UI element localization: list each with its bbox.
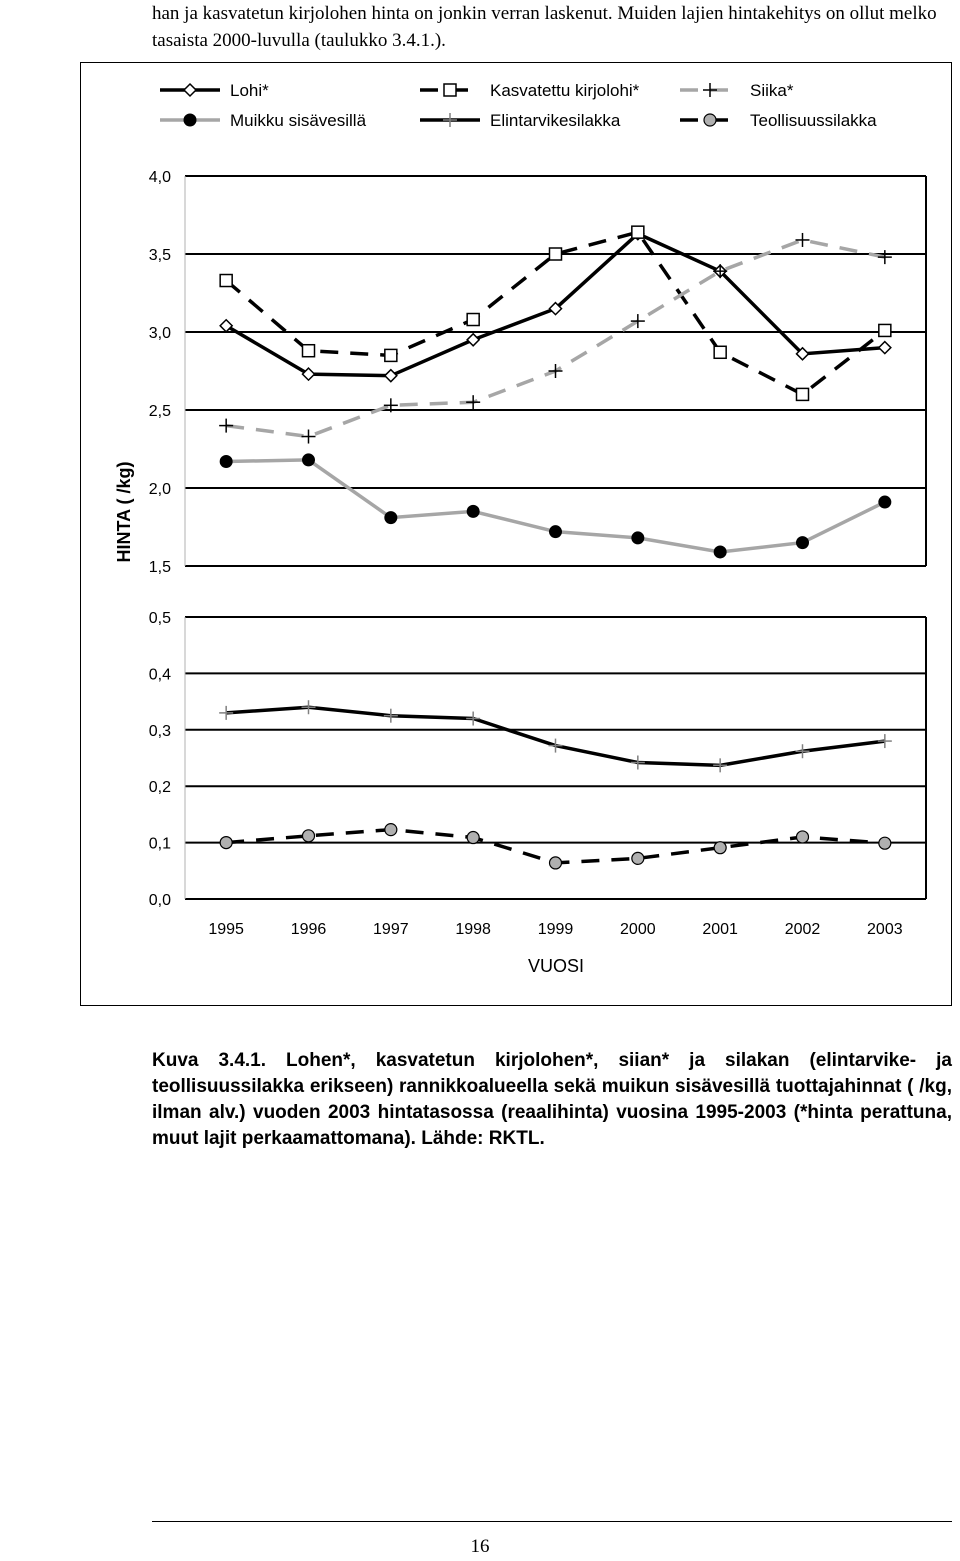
legend-entry: [160, 111, 367, 130]
data-point: [878, 250, 892, 264]
data-point: [797, 537, 809, 549]
legend-label: Kasvatettu kirjolohi*: [490, 81, 640, 100]
legend-entry: [420, 81, 640, 100]
x-tick-label: 2000: [620, 921, 656, 938]
series-2: [219, 233, 892, 444]
series-3: [220, 454, 891, 558]
data-point: [797, 388, 809, 400]
data-point: [385, 349, 397, 361]
data-point: [302, 700, 316, 714]
y-tick-label: 3,0: [148, 325, 171, 342]
y-tick-label: 2,5: [148, 403, 171, 420]
legend-label: Elintarvikesilakka: [490, 111, 621, 130]
y-tick-label: 0,5: [148, 610, 171, 627]
legend-entry: [160, 81, 269, 100]
data-point: [632, 852, 644, 864]
data-point: [302, 430, 316, 444]
data-point: [219, 419, 233, 433]
data-point: [385, 370, 397, 382]
data-point: [466, 712, 480, 726]
y-tick-label: 4,0: [148, 169, 171, 186]
data-point: [796, 744, 810, 758]
y-tick-label: 0,3: [148, 722, 171, 740]
y-tick-label: 0,4: [148, 666, 171, 684]
data-point: [878, 734, 892, 748]
data-point: [220, 837, 232, 849]
data-point: [879, 837, 891, 849]
data-point: [549, 739, 563, 753]
data-point: [303, 345, 315, 357]
data-point: [467, 505, 479, 517]
y-tick-label: 0,2: [148, 779, 171, 797]
data-point: [714, 546, 726, 558]
x-tick-label: 2001: [702, 921, 738, 938]
x-tick-label: 1996: [290, 921, 327, 938]
data-point: [220, 455, 232, 467]
legend-label: Siika*: [750, 81, 794, 100]
data-point: [467, 334, 479, 346]
y-axis-title: HINTA ( /kg): [114, 461, 134, 563]
data-point: [632, 226, 644, 238]
data-point: [219, 706, 233, 720]
legend-swatch-marker: [443, 113, 457, 127]
footer-rule: [152, 1521, 952, 1522]
legend-label: Teollisuussilakka: [750, 111, 877, 130]
data-point: [384, 709, 398, 723]
legend-swatch-marker: [444, 84, 456, 96]
legend-entry: [680, 111, 877, 130]
data-point: [879, 496, 891, 508]
legend-entry: [420, 111, 621, 130]
y-tick-label: 3,5: [148, 247, 171, 264]
data-point: [796, 233, 810, 247]
y-tick-label: 1,5: [148, 559, 171, 576]
x-tick-label: 1997: [373, 921, 409, 938]
x-tick-label: 2002: [784, 921, 821, 938]
page-number: 16: [470, 1536, 490, 1557]
data-point: [631, 756, 645, 770]
data-point: [467, 314, 479, 326]
data-point: [797, 831, 809, 843]
legend-swatch-marker: [184, 114, 196, 126]
legend-entry: [680, 81, 794, 100]
caption-text: Kuva 3.4.1. Lohen*, kasvatetun kirjolohen*, siian* ja silakan (elintarvike- ja teollisuussilakka erikseen) rannikkoalueella sekä muikun sisävesillä tuottajahinnat ( /kg, ilman alv.) vuoden 2003 hintatasossa (reaalihinta) vuosina 1995-2003 (*hinta perattuna, muut lajit perkaamattomana). Lähde: RKTL.: [152, 1050, 952, 1149]
data-point: [879, 342, 891, 354]
legend-swatch-marker: [184, 84, 196, 96]
data-point: [714, 346, 726, 358]
series-line: [226, 707, 885, 765]
x-axis-title: VUOSI: [527, 956, 585, 976]
data-point: [303, 830, 315, 842]
legend-swatch-marker: [703, 83, 717, 97]
x-tick-label: 1998: [455, 921, 491, 938]
data-point: [220, 275, 232, 287]
x-tick-label: 2003: [867, 921, 903, 938]
x-tick-label: 1995: [208, 921, 244, 938]
legend-swatch-marker: [704, 114, 716, 126]
y-tick-label: 2,0: [148, 481, 171, 498]
y-tick-label: 0,0: [148, 892, 171, 909]
x-tick-label: 1999: [537, 921, 574, 938]
series-5: [220, 824, 891, 869]
data-point: [467, 832, 479, 844]
legend-label: Muikku sisävesillä: [230, 111, 367, 130]
data-point: [550, 526, 562, 538]
y-tick-label: 0,1: [148, 835, 171, 853]
series-4: [219, 700, 892, 772]
intro-text: han ja kasvatetun kirjolohen hinta on jonkin verran laskenut. Muiden lajien hintakehitys on ollut melko tasaista 2000-luvulla (taulukko 3.4.1.).: [152, 3, 937, 51]
data-point: [632, 532, 644, 544]
data-point: [303, 454, 315, 466]
data-point: [550, 248, 562, 260]
data-point: [879, 324, 891, 336]
data-point: [549, 364, 563, 378]
data-point: [714, 842, 726, 854]
data-point: [713, 758, 727, 772]
data-point: [466, 395, 480, 409]
legend-label: Lohi*: [230, 81, 269, 100]
data-point: [550, 857, 562, 869]
figure-caption: [152, 1048, 952, 1152]
data-point: [385, 512, 397, 524]
data-point: [385, 824, 397, 836]
